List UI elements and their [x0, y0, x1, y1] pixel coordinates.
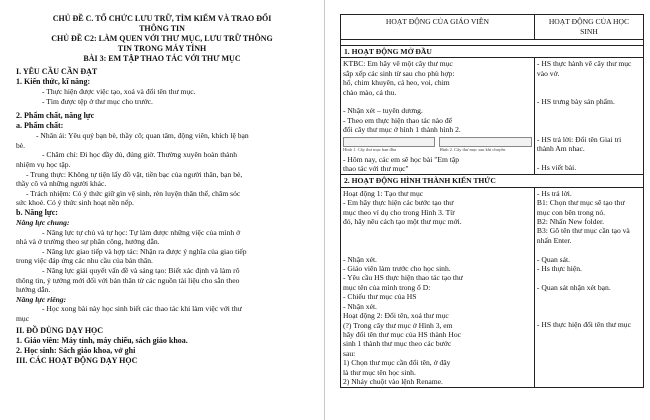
student-line: - HS trả lời: Đổi tên Giai tri [536, 134, 622, 144]
competency-line: hướng dẫn. [16, 285, 51, 295]
teacher-line: (?) Trong cây thư mục ở Hình 3, em [343, 320, 453, 330]
competency-line: - Năng lực giải quyết vấn đề và sáng tạo: Biết xác định và làm rõ [42, 265, 240, 275]
left-page [0, 0, 318, 420]
student-line [537, 125, 641, 134]
materials-student: 2. Học sinh: Sách giáo khoa, vở ghi [16, 346, 136, 356]
teacher-line: - Nhận xét. [343, 301, 377, 311]
teacher-line: 2) Nháy chuột vào lệnh Rename. [343, 376, 443, 386]
quality-line: nhiệm vụ học tập. [16, 159, 71, 169]
folder-tree-figure-2 [439, 137, 531, 147]
subtopic-title-line-1: CHỦ ĐỀ C2: LÀM QUEN VỚI THƯ MỤC, LƯU TRỮ THÔNG [51, 34, 273, 43]
student-line [537, 116, 641, 125]
student-line [537, 274, 641, 283]
lesson-title: BÀI 3: EM TẬP THAO TÁC VỚI THƯ MỤC [83, 54, 241, 63]
student-line: - Hs thực hiện. [536, 264, 582, 274]
subheading-qualities: a. Phẩm chất: [16, 121, 64, 131]
subheading-qualities-competencies: 2. Phẩm chất, năng lực [16, 111, 95, 121]
teacher-line: Hoạt động 1: Tạo thư mục [343, 188, 424, 198]
page-divider [324, 0, 325, 420]
table-header-row [341, 15, 644, 40]
knowledge-item-1: - Thực hiện được việc tạo, xoá và đổi tên thư mục. [42, 87, 196, 96]
quality-line: - Nhân ái: Yêu quý bạn bè, thầy cô; quan tâm, động viên, khích lệ bạn [36, 131, 249, 141]
student-line: - Quan sát. [536, 254, 571, 264]
section-heading-materials: II. ĐỒ DÙNG DẠY HỌC [16, 326, 104, 336]
specific-competency-heading: Năng lực riêng: [16, 294, 67, 304]
teacher-line: mục theo ví dụ cho trong Hình 3. Từ [343, 207, 455, 217]
teacher-line: KTBC: Em hãy vẽ một cây thư mục [343, 59, 453, 69]
activity-1-teacher-lines-2 [343, 155, 532, 174]
teacher-line: hãy đổi tên thư mục của HS thành Hoc [343, 329, 461, 339]
student-line [537, 153, 641, 162]
quality-line: - Trách nhiệm: Có ý thức giữ gìn vệ sinh, rèn luyện thân thể, chăm sóc [26, 188, 241, 198]
student-line [537, 106, 641, 115]
quality-line: sức khoẻ. Có ý thức sinh hoạt nền nếp. [16, 198, 134, 208]
right-page [332, 0, 650, 420]
quality-line: - Trung thực: Không tự tiện lấy đồ vật, tiền bạc của người thân, bạn bè, [26, 169, 243, 179]
teacher-line: đó, hãy nêu cách tạo một thư mục mới. [343, 217, 462, 227]
teacher-column-header: HOẠT ĐỘNG CỦA GIÁO VIÊN [341, 15, 535, 40]
activity-1-teacher-cell [341, 58, 535, 175]
teacher-line: sau: [343, 348, 356, 358]
teacher-line: là thư mục tên học sinh. [343, 367, 416, 377]
specific-competency-line: mục [16, 313, 30, 323]
activity-2-student-lines [537, 189, 641, 330]
teacher-line: đổi cây thư mục ở hình 1 thành hình 2. [343, 125, 461, 135]
student-line [537, 245, 641, 254]
general-competency-heading: Năng lực chung: [16, 217, 70, 227]
student-line: vào vở. [536, 68, 560, 78]
activity-2-header-row [341, 175, 644, 187]
competency-line: - Năng lực tự chủ và tự học: Tự làm được những việc của mình ở [42, 227, 241, 237]
student-column-header: HOẠT ĐỘNG CỦA HỌC SINH [534, 15, 643, 40]
topic-title-line-2: THÔNG TIN [139, 24, 185, 33]
subheading-knowledge: 1. Kiến thức, kĩ năng: [16, 77, 91, 86]
activity-1-teacher-lines [343, 59, 532, 134]
quality-line: - Chăm chỉ: Đi học đầy đủ, đúng giờ. Thường xuyên hoàn thành [42, 150, 238, 160]
student-line: mục con bên trong nó. [536, 207, 606, 217]
teacher-line: - Nhận xét. [343, 254, 377, 264]
teacher-line: - Yêu cầu HS thực hiện thao tác tạo thư [343, 273, 463, 283]
student-line: - HS trưng bày sản phẩm. [536, 97, 615, 106]
activity-1-title: 1. HOẠT ĐỘNG MỞ ĐẦU [341, 46, 644, 58]
student-line: - Quan sát nhận xét bạn. [536, 282, 611, 292]
teacher-line: - Giáo viên làm trước cho học sinh. [343, 264, 451, 274]
figure-1-caption: Hình 1. Cây thư mục ban đầu [343, 146, 397, 152]
subheading-competencies: b. Năng lực: [16, 207, 58, 217]
activity-2-teacher-lines [343, 189, 532, 386]
activity-1-student-lines [537, 59, 641, 172]
section-heading-requirements: I. YÊU CẦU CẦN ĐẠT [16, 67, 98, 76]
teacher-line [343, 97, 532, 106]
student-line: B3: Gõ tên thư mục cần tạo và [536, 226, 630, 236]
specific-competency-line: - Học xong bài này học sinh biết các thao tác khi làm việc với thư [42, 304, 242, 314]
materials-teacher: 1. Giáo viên: Máy tính, máy chiếu, sách giáo khoa. [16, 336, 188, 346]
student-line: nhấn Enter. [536, 235, 572, 245]
student-line [537, 311, 641, 320]
student-line: B2: Nhấn New folder. [536, 217, 604, 227]
folder-tree-figure-1 [343, 137, 435, 147]
student-line [537, 78, 641, 87]
teacher-line [343, 236, 532, 245]
student-line: - HS thực hiện đổi tên thư mục [536, 320, 631, 330]
competency-line: trong việc đáp ứng các nhu cầu của bản thân. [16, 256, 153, 266]
topic-title-line-1: CHỦ ĐỀ C. TỔ CHỨC LƯU TRỮ, TÌM KIẾM VÀ TRAO ĐỔI [52, 14, 272, 23]
teacher-line: hổ, chim khuyên, cá heo, voi, chim [343, 78, 450, 88]
teacher-line [343, 245, 532, 254]
student-line [537, 302, 641, 311]
student-line: - Hs viết bài. [536, 162, 577, 172]
activities-table [340, 14, 644, 388]
teacher-line [343, 226, 532, 235]
teacher-line: Hoạt động 2: Đổi tên, xoá thư mục [343, 311, 449, 321]
activity-1-header-row [341, 46, 644, 58]
competency-line: thông tin, ý tưởng mới đối với bản thân từ các nguồn tài liệu cho sẵn theo [16, 275, 240, 285]
teacher-line: - Hôm nay, các em sẽ học bài "Em tập [343, 154, 460, 164]
folder-tree-figures [343, 137, 532, 153]
quality-line: bè. [16, 140, 26, 150]
activity-2-teacher-cell [341, 187, 535, 387]
student-line [537, 292, 641, 301]
teacher-line: - Nhận xét – tuyên dương. [343, 106, 423, 116]
activity-2-student-cell [534, 187, 643, 387]
page-gap [318, 0, 332, 420]
teacher-line: - Theo em thực hiện thao tác nào để [343, 115, 452, 125]
student-line: thành Am nhac. [536, 143, 585, 153]
section-heading-activities: III. CÁC HOẠT ĐỘNG DẠY HỌC [16, 356, 138, 366]
competency-line: nhà và ở trường theo sự phân công, hướng dẫn. [16, 237, 160, 247]
activity-1-student-cell [534, 58, 643, 175]
activity-2-row [341, 187, 644, 387]
activity-1-row [341, 58, 644, 175]
teacher-line: 1) Chọn thư mục cần đổi tên, ở đây [343, 358, 451, 368]
teacher-line: chào mào, cá thu. [343, 87, 397, 97]
teacher-line: thao tác với thư mục" [343, 164, 409, 174]
teacher-line: - Chiếu thư mục của HS [343, 292, 417, 302]
teacher-line: sinh 1 thành thư mục theo các bước [343, 339, 452, 349]
figure-2-caption: Hình 2. Cây thư mục sau khi chuyển [439, 146, 506, 152]
student-line [537, 88, 641, 97]
competency-line: - Năng lực giao tiếp và hợp tác: Nhận ra được ý nghĩa của giao tiếp [42, 246, 247, 256]
student-line: B1: Chọn thư mục sẽ tạo thư [536, 198, 625, 208]
teacher-line: sắp xếp các sinh từ sau cho phù hợp: [343, 68, 455, 78]
subtopic-title-line-2: TIN TRONG MÁY TÍNH [117, 44, 207, 53]
student-line: - HS thực hành vẽ cây thư mục [536, 59, 632, 69]
knowledge-item-2: - Tìm được tệp ở thư mục cho trước. [42, 96, 153, 106]
student-line: - Hs trả lời. [536, 188, 572, 198]
activity-2-title: 2. HOẠT ĐỘNG HÌNH THÀNH KIẾN THỨC [341, 175, 644, 187]
teacher-line: - Em hãy thực hiện các bước tạo thư [343, 198, 454, 208]
quality-line: thầy cô và những người khác. [16, 179, 107, 189]
teacher-line: mục tên của mình trong ổ D: [343, 282, 431, 292]
